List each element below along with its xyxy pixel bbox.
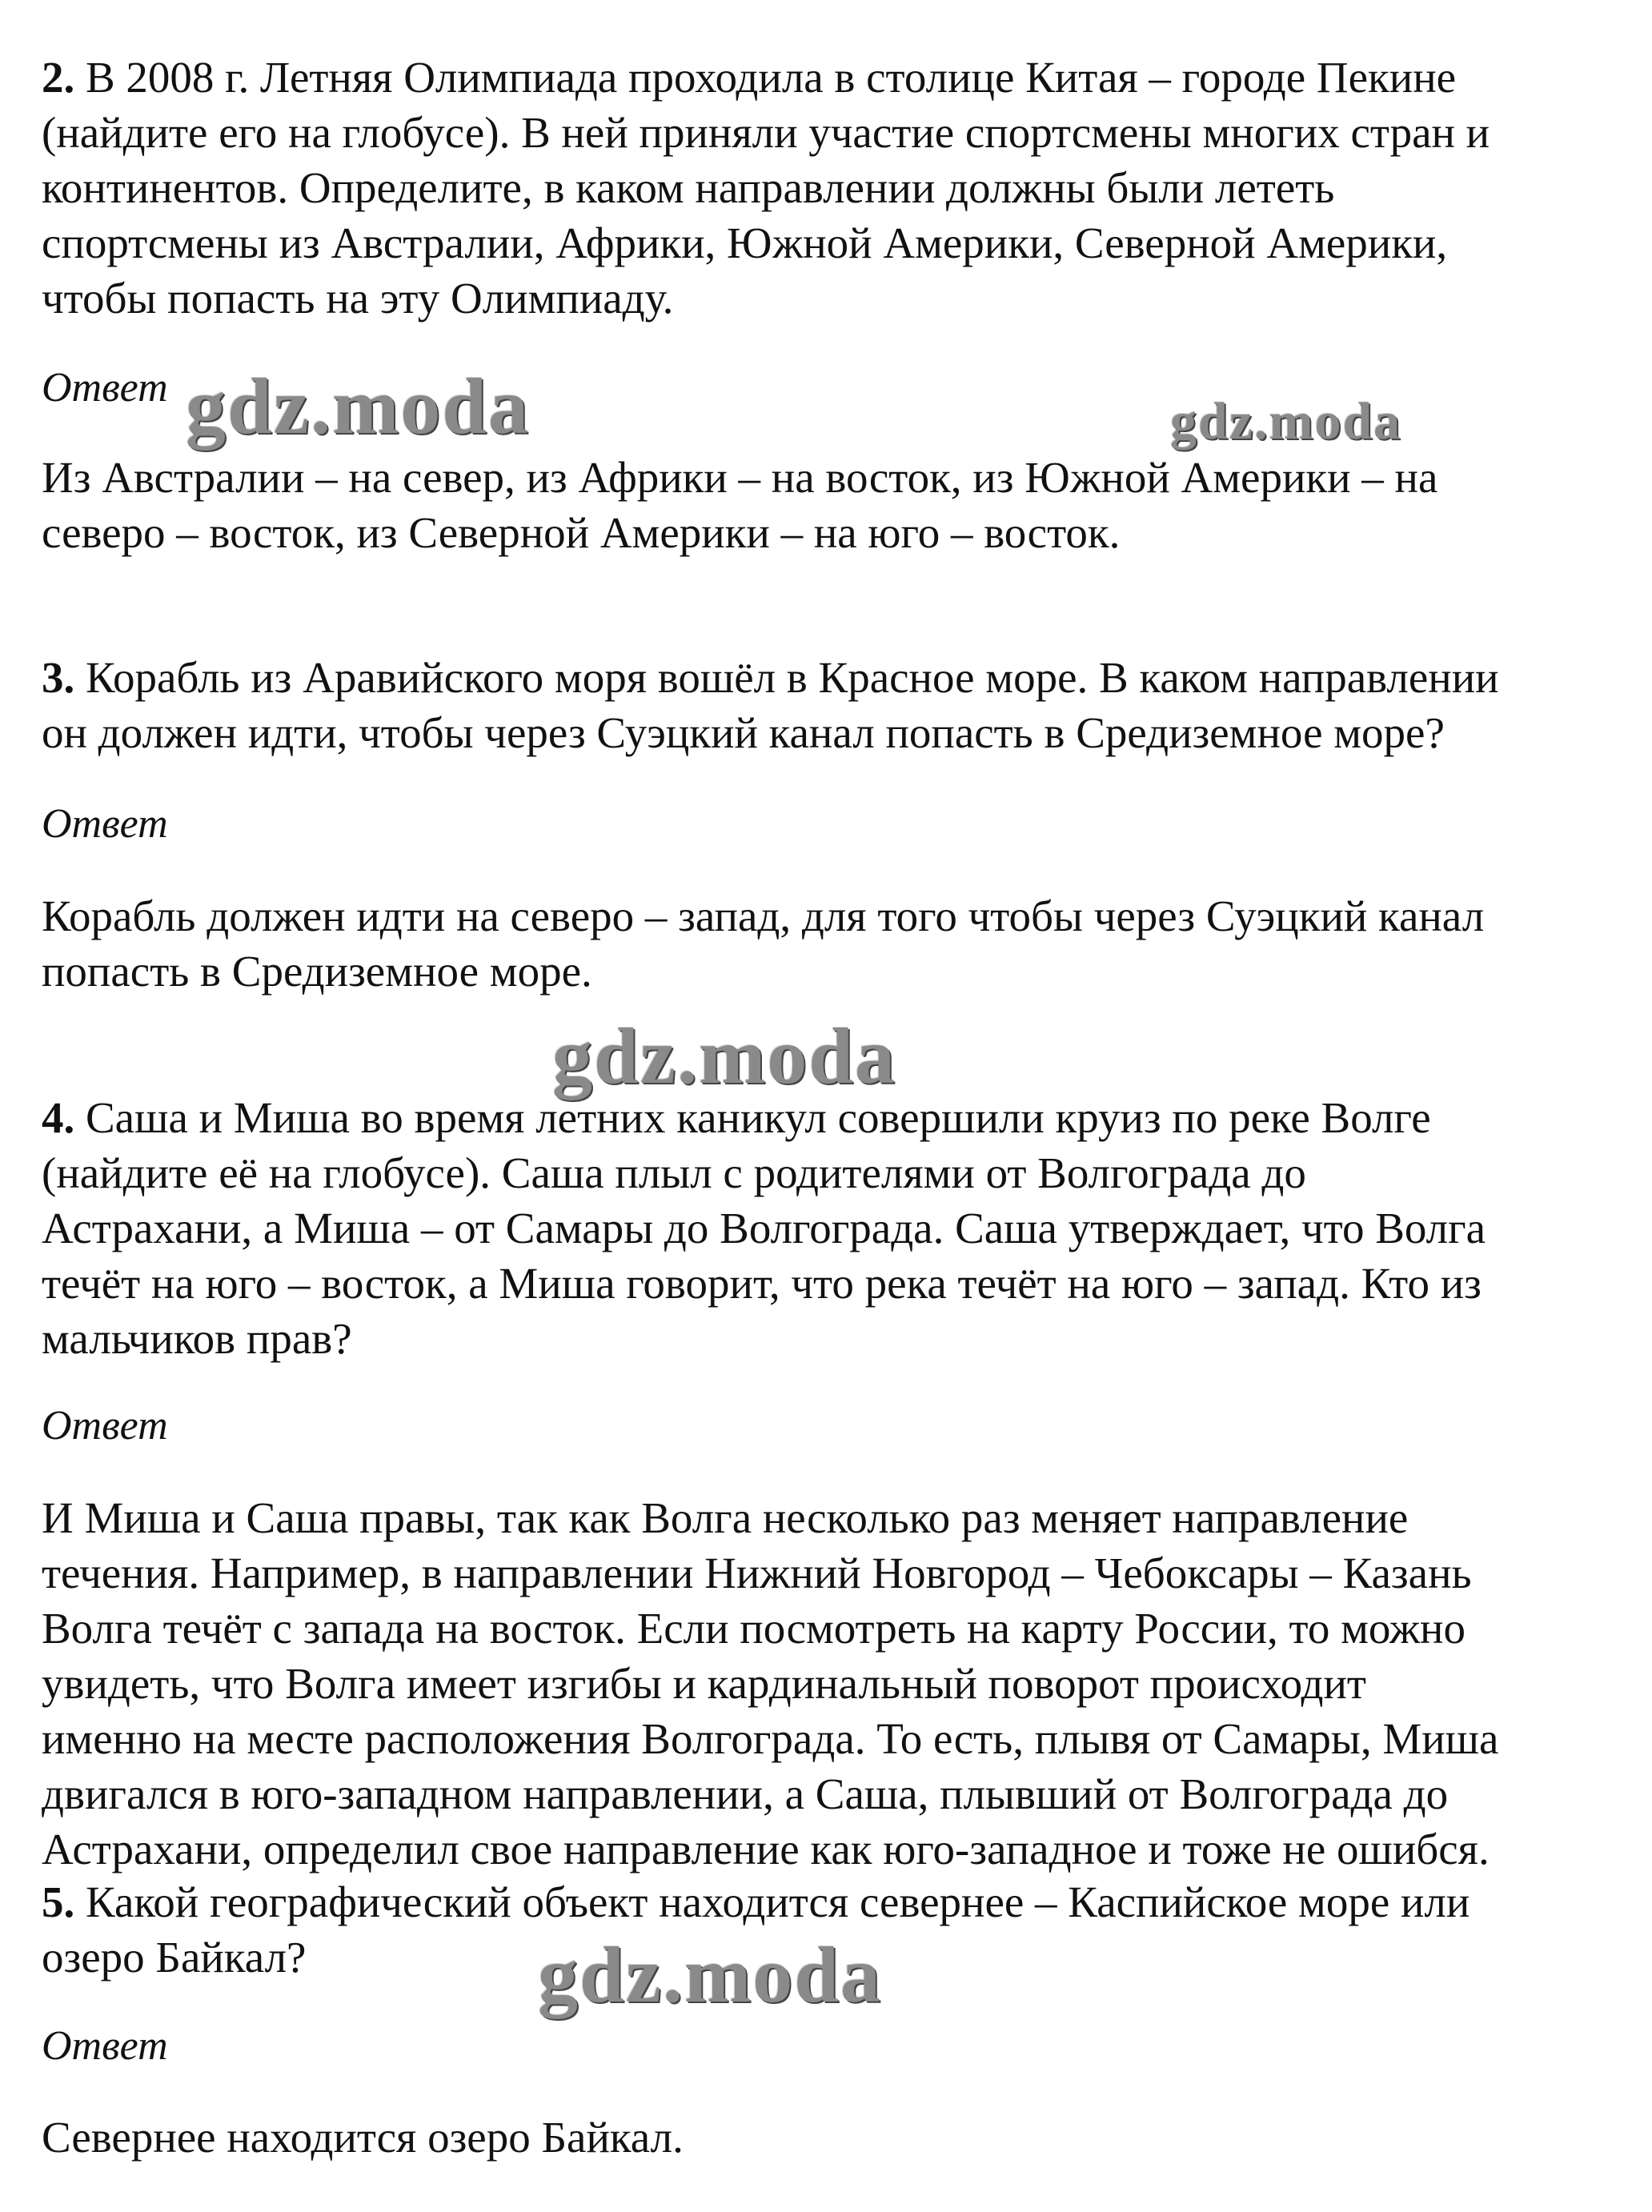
question-line: (найдите её на глобусе). Саша плыл с родителями от Волгограда до xyxy=(42,1148,1306,1197)
answer-3 xyxy=(42,888,1634,999)
answer-label: Ответ xyxy=(42,1403,168,1449)
question-4 xyxy=(42,1090,1634,1366)
question-line: он должен идти, чтобы через Суэцкий канал попасть в Средиземное море? xyxy=(42,708,1445,757)
question-line: Саша и Миша во время летних каникул совершили круиз по реке Волге xyxy=(74,1093,1431,1142)
answer-line: Из Австралии – на север, из Африки – на восток, из Южной Америки – на xyxy=(42,453,1438,502)
question-line: Какой географический объект находится севернее – Каспийское море или xyxy=(74,1877,1470,1926)
answer-line: И Миша и Саша правы, так как Волга несколько раз меняет направление xyxy=(42,1493,1409,1542)
watermark: gdz.moda xyxy=(1170,392,1402,451)
question-line: чтобы попасть на эту Олимпиаду. xyxy=(42,274,674,323)
answer-line: течения. Например, в направлении Нижний Новгород – Чебоксары – Казань xyxy=(42,1549,1472,1597)
question-line: Корабль из Аравийского моря вошёл в Красное море. В каком направлении xyxy=(74,653,1499,702)
question-line: В 2008 г. Летняя Олимпиада проходила в столице Китая – городе Пекине xyxy=(74,53,1457,102)
question-line: континентов. Определите, в каком направлении должны были лететь xyxy=(42,163,1335,212)
watermark: gdz.moda xyxy=(552,1012,896,1100)
answer-label: Ответ xyxy=(42,801,168,847)
answer-label: Ответ xyxy=(42,2023,168,2069)
answer-line: двигался в юго-западном направлении, а Саша, плывший от Волгограда до xyxy=(42,1769,1449,1818)
question-number: 2. xyxy=(42,53,75,102)
question-line: озеро Байкал? xyxy=(42,1933,307,1982)
answer-line: Севернее находится озеро Байкал. xyxy=(42,2113,684,2162)
answer-4 xyxy=(42,1490,1634,1877)
question-number: 3. xyxy=(42,653,75,702)
answer-line: Астрахани, определил свое направление как юго-западное и тоже не ошибся. xyxy=(42,1825,1490,1873)
question-number: 5. xyxy=(42,1877,75,1926)
answer-5 xyxy=(42,2110,1634,2165)
answer-line: увидеть, что Волга имеет изгибы и кардинальный поворот происходит xyxy=(42,1659,1366,1708)
question-line: спортсмены из Австралии, Африки, Южной Америки, Северной Америки, xyxy=(42,218,1448,267)
answer-line: именно на месте расположения Волгограда. То есть, плывя от Самары, Миша xyxy=(42,1714,1499,1763)
question-line: Астрахани, а Миша – от Самары до Волгограда. Саша утверждает, что Волга xyxy=(42,1204,1486,1252)
answer-line: Корабль должен идти на северо – запад, для того чтобы через Суэцкий канал xyxy=(42,892,1485,940)
question-3 xyxy=(42,650,1634,760)
answer-line: Волга течёт с запада на восток. Если посмотреть на карту России, то можно xyxy=(42,1604,1466,1653)
answer-label: Ответ xyxy=(42,365,168,411)
answer-2 xyxy=(42,450,1634,560)
watermark: gdz.moda xyxy=(186,362,530,451)
question-line: (найдите его на глобусе). В ней приняли участие спортсмены многих стран и xyxy=(42,108,1490,157)
question-line: течёт на юго – восток, а Миша говорит, что река течёт на юго – запад. Кто из xyxy=(42,1259,1482,1308)
question-number: 4. xyxy=(42,1093,75,1142)
answer-line: северо – восток, из Северной Америки – на юго – восток. xyxy=(42,508,1121,557)
watermark: gdz.moda xyxy=(538,1930,882,2019)
question-2 xyxy=(42,50,1634,326)
question-line: мальчиков прав? xyxy=(42,1314,352,1363)
answer-line: попасть в Средиземное море. xyxy=(42,947,592,996)
